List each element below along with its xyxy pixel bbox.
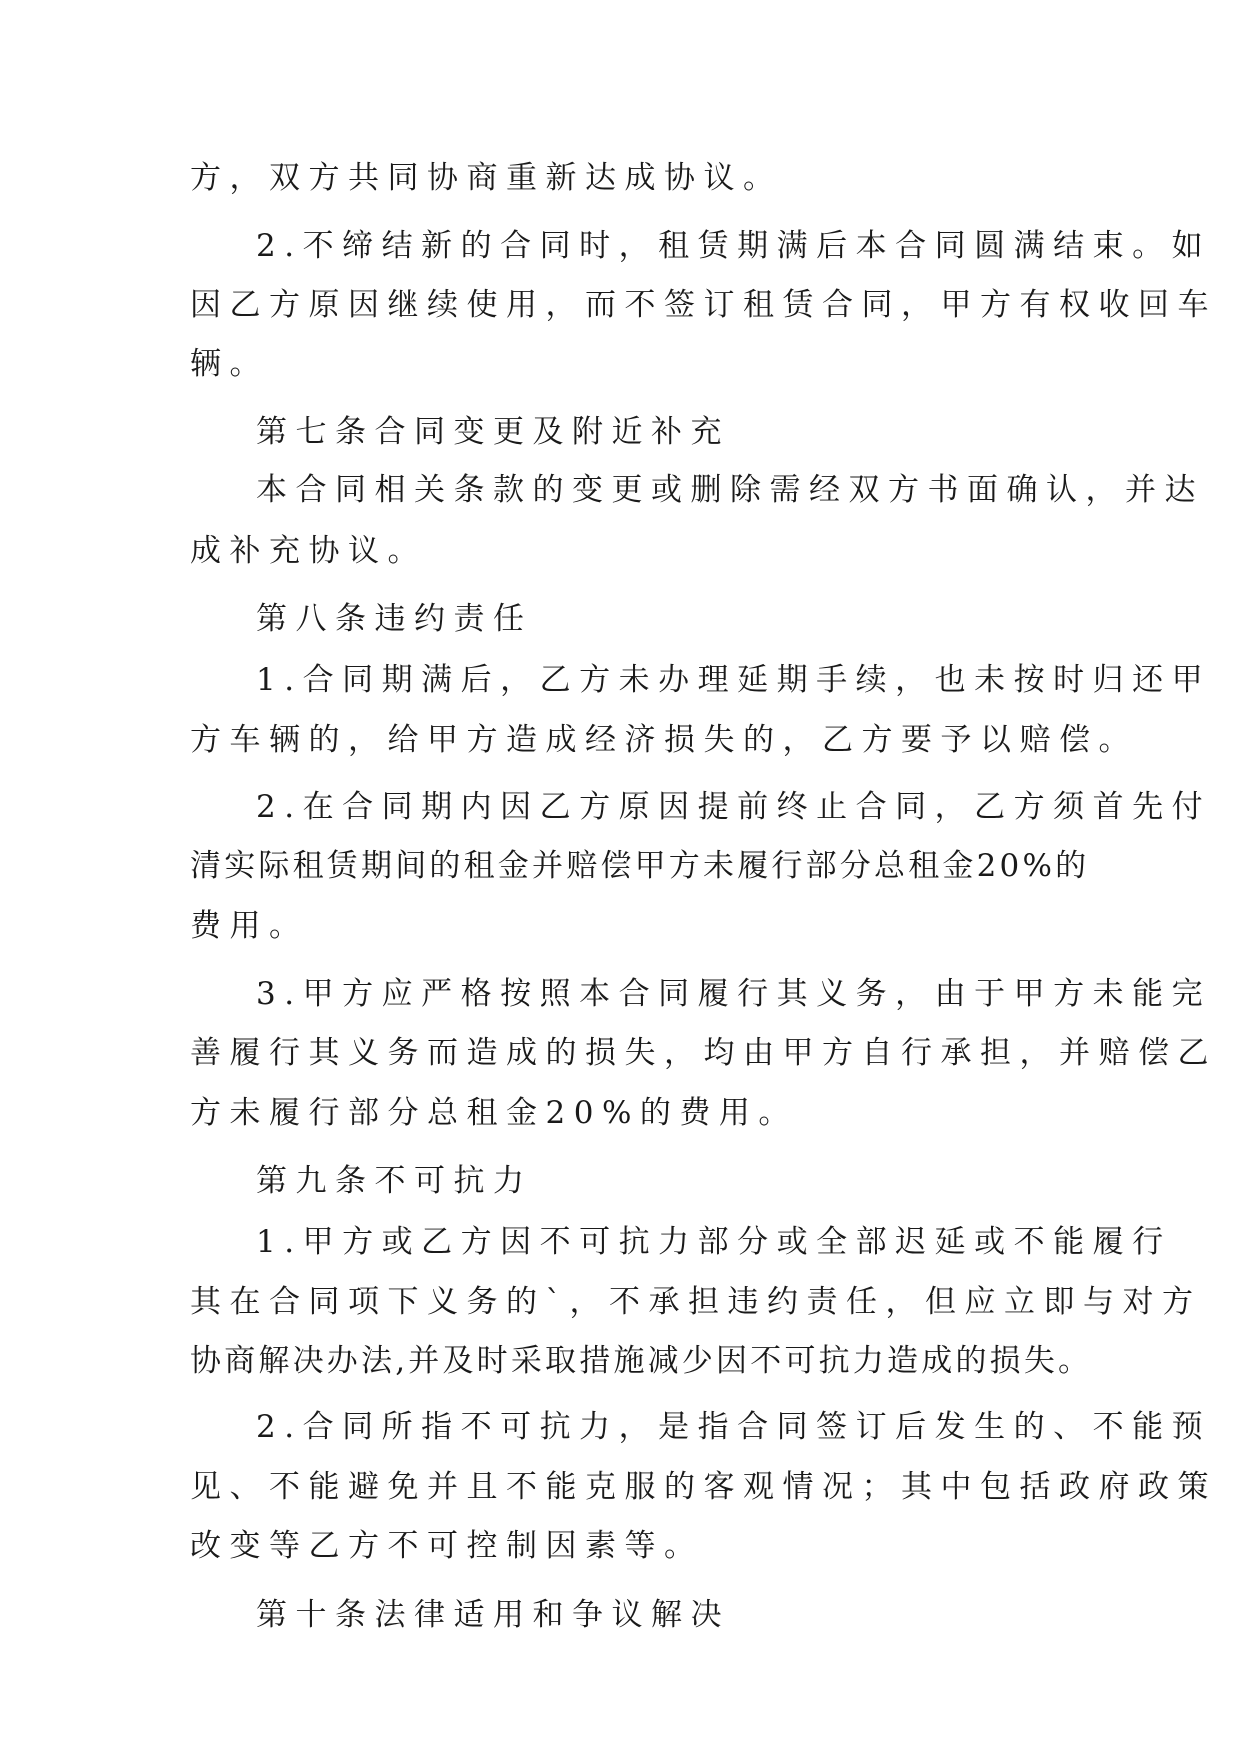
text-line: 费用。 xyxy=(190,908,309,944)
text-line: 见、不能避免并且不能克服的客观情况；其中包括政府政策 xyxy=(190,1469,1217,1505)
text-line: 善履行其义务而造成的损失，均由甲方自行承担，并赔偿乙 xyxy=(190,1035,1217,1071)
text-line: 1.合同期满后，乙方未办理延期手续，也未按时归还甲 xyxy=(256,662,1212,698)
text-line: 辆。 xyxy=(190,346,269,382)
section-heading: 第八条违约责任 xyxy=(256,601,533,637)
section-heading: 第七条合同变更及附近补充 xyxy=(256,414,730,450)
text-line: 2.不缔结新的合同时，租赁期满后本合同圆满结束。如 xyxy=(256,228,1212,264)
text-line: 协商解决办法,并及时采取措施减少因不可抗力造成的损失。 xyxy=(190,1343,1093,1379)
text-line: 3.甲方应严格按照本合同履行其义务，由于甲方未能完 xyxy=(256,976,1212,1012)
text-line: 成补充协议。 xyxy=(190,533,427,569)
text-line: 2.合同所指不可抗力，是指合同签订后发生的、不能预 xyxy=(256,1409,1212,1445)
text-line: 改变等乙方不可控制因素等。 xyxy=(190,1528,704,1564)
section-heading: 第九条不可抗力 xyxy=(256,1163,533,1199)
text-line: 方车辆的，给甲方造成经济损失的，乙方要予以赔偿。 xyxy=(190,722,1138,758)
text-line: 本合同相关条款的变更或删除需经双方书面确认，并达 xyxy=(256,472,1204,508)
text-line: 清实际租赁期间的租金并赔偿甲方未履行部分总租金20%的 xyxy=(190,848,1090,884)
text-line: 1.甲方或乙方因不可抗力部分或全部迟延或不能履行 xyxy=(256,1224,1172,1260)
text-line: 2.在合同期内因乙方原因提前终止合同，乙方须首先付 xyxy=(256,789,1212,825)
text-line: 方未履行部分总租金20%的费用。 xyxy=(190,1095,798,1131)
text-line: 其在合同项下义务的`，不承担违约责任，但应立即与对方 xyxy=(190,1284,1202,1320)
text-line: 方，双方共同协商重新达成协议。 xyxy=(190,160,783,196)
text-line: 因乙方原因继续使用，而不签订租赁合同，甲方有权收回车 xyxy=(190,287,1217,323)
section-heading: 第十条法律适用和争议解决 xyxy=(256,1597,730,1633)
